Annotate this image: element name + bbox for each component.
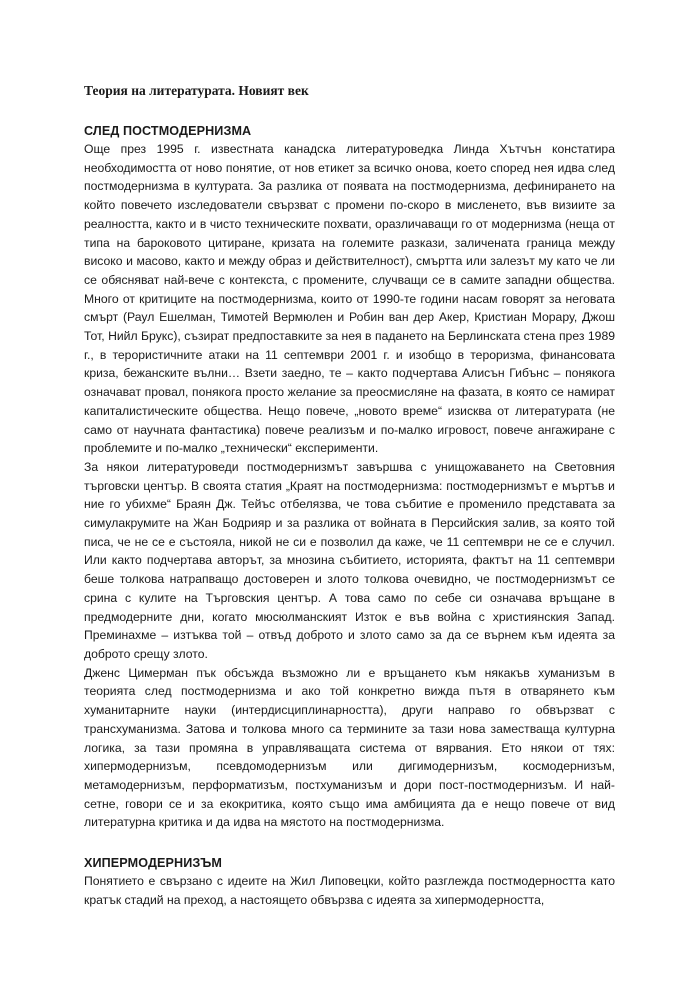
- paragraph-zimmermann: Дженс Цимерман пък обсъжда възможно ли е връщането към някакъв хуманизъм в теорията след постмодернизма и ако той конкретно вижда пътя в отварянето към хуманитарните науки (интердисциплинарността), други направо го обвързват с трансхуманизма. Затова и толкова много са термините за тази нова заместваща културна логика, за тази промяна в управляващата система от вярвания. Ето някои от тях: хипермодернизъм, псевдомодернизъм или дигимодернизъм, космодернизъм, метамодернизъм, перформатизъм, постхуманизъм и дори пост-постмодернизъм. И най-сетне, говори се и за екокритика, която също има амбицията да е нещо повече от вид литературна критика и да идва на мястото на постмодернизма.: [84, 665, 615, 830]
- paragraph-world-trade-center: За някои литературоведи постмодернизмът завършва с унищожаването на Световния търговски център. В своята статия „Краят на постмодернизма: постмодернизмът е мъртъв и ние го убихме“ Браян Дж. Тейъс отбелязва, че това събитие е променило представата за симулакрумите на Жан Бодрияр и за разлика от войната в Персийския залив, за която той писа, че не се е състояла, никой не си е позволил да каже, че 11 септември не се е случил. Или както подчертава авторът, за мнозина събитието, историята, фактът на 11 септември беше толкова натрапващо достоверен и злото толкова очевидно, че постмодернизмът се срина с кулите на Търговския център. А това само по себе си означава връщане в предмодерните дни, когато мюсюлманският Изток е във война с християнския Запад. Преминахме – изтъква той – отвъд доброто и злото само за да се върнем към идеята за доброто срещу злото.: [84, 459, 615, 661]
- paragraph-lipovetsky: Понятието е свързано с идеите на Жил Липовецки, който разглежда постмодерността като кратък стадий на преход, а настоящето обвързва с идеята за хипермодерността,: [84, 874, 615, 907]
- document-title: Теория на литературата. Новият век: [84, 83, 309, 98]
- section-heading-hypermodernism: ХИПЕРМОДЕРНИЗЪМ: [84, 856, 223, 871]
- document-page: [84, 82, 615, 909]
- section-heading-after-postmodernism: СЛЕД ПОСТМОДЕРНИЗМА: [84, 124, 252, 138]
- paragraph-hutcheon: Още през 1995 г. известната канадска литературоведка Линда Хътчън констатира необходимостта от ново понятие, от нов етикет за всичко онова, което според нея идва след постмодернизма в културата. За разлика от появата на постмодернизма, дефинирането на който повечето изследователи свързват с промени по-скоро в мисленето, във визиите за реалността, както и в чисто техническите похвати, оразличаващи го от модернизма (неща от типа на бароковото цитиране, кризата на големите разкази, заличената граница между високо и масово, както и между образ и действителност), смъртта или залезът му като че ли се обясняват най-вече с контекста, с промените, случващи се в самите западни общества. Много от критиците на постмодернизма, които от 1990-те години насам говорят за неговата смърт (Раул Ешелман, Тимотей Вермюлен и Робин ван дер Акер, Кристиан Морару, Джош Тот, Нийл Брукс), съзират предпоставките за нея в падането на Берлинската стена през 1989 г., в терористичните атаки на 11 септември 2001 г. и изобщо в тероризма, финансовата криза, бежанските вълни… Взети заедно, те – както подчертава Алисън Гибънс – понякога означават провал, понякога просто желание за преосмисляне на фазата, в която се намират капиталистическите общества. Нещо повече, „новото време“ изисква от литературата (не само от научната фантастика) повече реализъм и по-малко игровост, повече ангажиране с проблемите и по-малко „технически“ експерименти.: [84, 142, 615, 456]
